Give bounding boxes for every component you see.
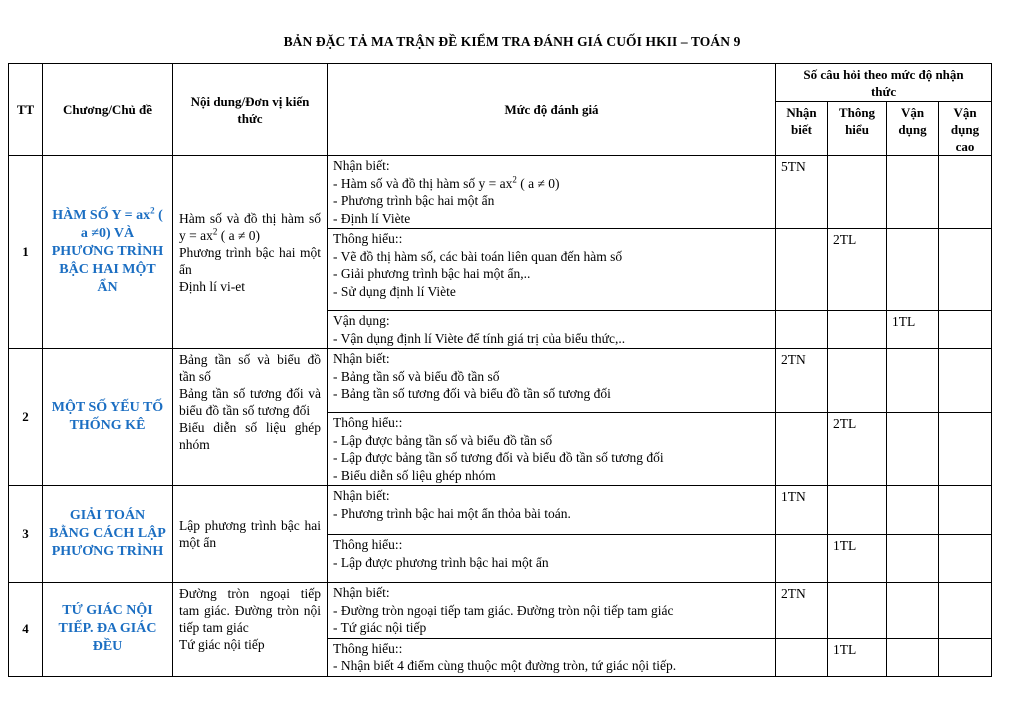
count-vdc bbox=[939, 156, 992, 229]
row-number: 3 bbox=[9, 486, 43, 583]
count-nb bbox=[776, 638, 828, 676]
count-vd bbox=[887, 413, 939, 486]
level-line: - Vẽ đồ thị hàm số, các bài toán liên quan đến hàm số bbox=[333, 248, 623, 264]
chapter-title: GIẢI TOÁN BẰNG CÁCH LẬP PHƯƠNG TRÌNH bbox=[43, 486, 173, 583]
count-nb bbox=[776, 413, 828, 486]
content-line: Đường tròn ngoại tiếp tam giác. Đường tròn nội tiếp tam giác bbox=[179, 586, 321, 635]
count-nb bbox=[776, 311, 828, 349]
content-line: Lập phương trình bậc hai một ẩn bbox=[179, 518, 321, 550]
count-vdc bbox=[939, 638, 992, 676]
count-vdc bbox=[939, 583, 992, 639]
level-label: Nhận biết: bbox=[333, 158, 390, 173]
level-label: Vận dụng: bbox=[333, 313, 390, 328]
count-vd bbox=[887, 349, 939, 413]
content-superscript: 2 bbox=[212, 226, 218, 236]
header-van-dung-cao: Vận dụng cao bbox=[939, 102, 992, 156]
level-label: Nhận biết: bbox=[333, 351, 390, 366]
count-vd bbox=[887, 156, 939, 229]
chapter-title: MỘT SỐ YẾU TỐ THỐNG KÊ bbox=[43, 349, 173, 486]
assessment-level bbox=[328, 638, 776, 676]
table-row bbox=[9, 349, 992, 413]
level-line: - Phương trình bậc hai một ẩn thỏa bài toán. bbox=[333, 505, 571, 521]
assessment-level bbox=[328, 229, 776, 311]
header-level: Mức độ đánh giá bbox=[328, 64, 776, 156]
level-line: - Lập được phương trình bậc hai một ẩn bbox=[333, 554, 549, 570]
chapter-title: TỨ GIÁC NỘI TIẾP. ĐA GIÁC ĐỀU bbox=[43, 583, 173, 677]
count-nb bbox=[776, 535, 828, 583]
count-nb bbox=[776, 229, 828, 311]
count-vdc bbox=[939, 486, 992, 535]
count-nb: 2TN bbox=[776, 349, 828, 413]
content-text: ( a ≠ 0) bbox=[217, 227, 261, 243]
level-line bbox=[333, 175, 770, 193]
content-line bbox=[179, 210, 321, 244]
level-line: - Vận dụng định lí Viète để tính giá trị của biểu thức,.. bbox=[333, 330, 626, 346]
count-vd bbox=[887, 535, 939, 583]
count-th: 2TL bbox=[828, 413, 887, 486]
assessment-level bbox=[328, 583, 776, 639]
header-chapter: Chương/Chủ đề bbox=[43, 64, 173, 156]
level-line: - Định lí Viète bbox=[333, 210, 411, 226]
level-superscript: 2 bbox=[512, 174, 517, 184]
content-unit bbox=[173, 349, 328, 486]
content-line: Phương trình bậc hai một ẩn bbox=[179, 244, 321, 277]
level-label: Nhận biết: bbox=[333, 488, 390, 503]
level-line: - Bảng tần số tương đối và biểu đồ tần số tương đối bbox=[333, 386, 611, 401]
assessment-level bbox=[328, 311, 776, 349]
level-line: - Nhận biết 4 điểm cùng thuộc một đường tròn, tứ giác nội tiếp. bbox=[333, 658, 677, 673]
level-line: - Đường tròn ngoại tiếp tam giác. Đường tròn nội tiếp tam giác bbox=[333, 602, 674, 618]
level-label: Thông hiểu:: bbox=[333, 640, 403, 656]
table-row bbox=[9, 486, 992, 535]
count-vd bbox=[887, 229, 939, 311]
level-label: Nhận biết: bbox=[333, 585, 390, 600]
count-vdc bbox=[939, 413, 992, 486]
count-th: 1TL bbox=[828, 638, 887, 676]
assessment-level bbox=[328, 156, 776, 229]
count-vd bbox=[887, 583, 939, 639]
level-text: - Hàm số và đồ thị hàm số y = ax bbox=[333, 175, 513, 191]
chapter-title bbox=[43, 156, 173, 349]
level-line: - Sử dụng định lí Viète bbox=[333, 283, 456, 299]
count-vd bbox=[887, 638, 939, 676]
count-th bbox=[828, 311, 887, 349]
header-count-group: Số câu hỏi theo mức độ nhận thức bbox=[776, 64, 992, 102]
content-unit bbox=[173, 583, 328, 677]
header-content: Nội dung/Đơn vị kiến thức bbox=[173, 64, 328, 156]
content-unit bbox=[173, 156, 328, 349]
content-line: Bảng tần số và biểu đồ tần số bbox=[179, 352, 321, 384]
count-th bbox=[828, 583, 887, 639]
header-tt: TT bbox=[9, 64, 43, 156]
count-vdc bbox=[939, 311, 992, 349]
spec-matrix-table bbox=[8, 63, 992, 677]
assessment-level bbox=[328, 535, 776, 583]
count-nb: 5TN bbox=[776, 156, 828, 229]
content-line: Bảng tần số tương đối và biểu đồ tần số tương đối bbox=[179, 386, 321, 418]
level-line: - Bảng tần số và biểu đồ tần số bbox=[333, 368, 500, 384]
count-th bbox=[828, 156, 887, 229]
level-label: Thông hiểu:: bbox=[333, 415, 403, 430]
content-line: Biểu diễn số liệu ghép nhóm bbox=[179, 420, 321, 452]
document-title: BẢN ĐẶC TẢ MA TRẬN ĐỀ KIỂM TRA ĐÁNH GIÁ CUỐI HKII – TOÁN 9 bbox=[283, 34, 741, 49]
count-vdc bbox=[939, 229, 992, 311]
level-line: - Tứ giác nội tiếp bbox=[333, 620, 427, 635]
table-row bbox=[9, 156, 992, 229]
count-nb: 2TN bbox=[776, 583, 828, 639]
table-row bbox=[9, 583, 992, 639]
content-unit bbox=[173, 486, 328, 583]
chapter-text: ( a ≠0) VÀ PHƯƠNG TRÌNH BẬC HAI MỘT ẨN bbox=[51, 208, 164, 295]
count-nb: 1TN bbox=[776, 486, 828, 535]
count-vd: 1TL bbox=[887, 311, 939, 349]
content-line: Tứ giác nội tiếp bbox=[179, 637, 265, 652]
header-van-dung: Vận dụng bbox=[887, 102, 939, 156]
content-text: Hàm số và đồ thị hàm số y = ax bbox=[179, 210, 321, 243]
count-th: 2TL bbox=[828, 229, 887, 311]
header-thong-hieu: Thông hiểu bbox=[828, 102, 887, 156]
row-number: 1 bbox=[9, 156, 43, 349]
count-th bbox=[828, 486, 887, 535]
header-nhan-biet: Nhận biết bbox=[776, 102, 828, 156]
content-line: Định lí vi-et bbox=[179, 278, 245, 294]
count-vd bbox=[887, 486, 939, 535]
row-number: 2 bbox=[9, 349, 43, 486]
count-th: 1TL bbox=[828, 535, 887, 583]
count-th bbox=[828, 349, 887, 413]
level-line: - Giải phương trình bậc hai một ẩn,.. bbox=[333, 266, 531, 281]
level-line: - Lập được bảng tần số tương đối và biểu đồ tần số tương đối bbox=[333, 450, 664, 465]
level-text: ( a ≠ 0) bbox=[516, 175, 560, 191]
matrix-body bbox=[9, 156, 992, 677]
level-line: - Biểu diễn số liệu ghép nhóm bbox=[333, 467, 496, 483]
chapter-superscript: 2 bbox=[150, 205, 155, 216]
assessment-level bbox=[328, 413, 776, 486]
level-label: Thông hiểu:: bbox=[333, 231, 403, 246]
row-number: 4 bbox=[9, 583, 43, 677]
level-line: - Lập được bảng tần số và biểu đồ tần số bbox=[333, 432, 553, 448]
assessment-level bbox=[328, 349, 776, 413]
level-line: - Phương trình bậc hai một ẩn bbox=[333, 193, 495, 208]
chapter-text: HÀM SỐ Y = ax bbox=[52, 208, 151, 223]
assessment-level bbox=[328, 486, 776, 535]
level-label: Thông hiểu:: bbox=[333, 537, 403, 552]
count-vdc bbox=[939, 535, 992, 583]
count-vdc bbox=[939, 349, 992, 413]
